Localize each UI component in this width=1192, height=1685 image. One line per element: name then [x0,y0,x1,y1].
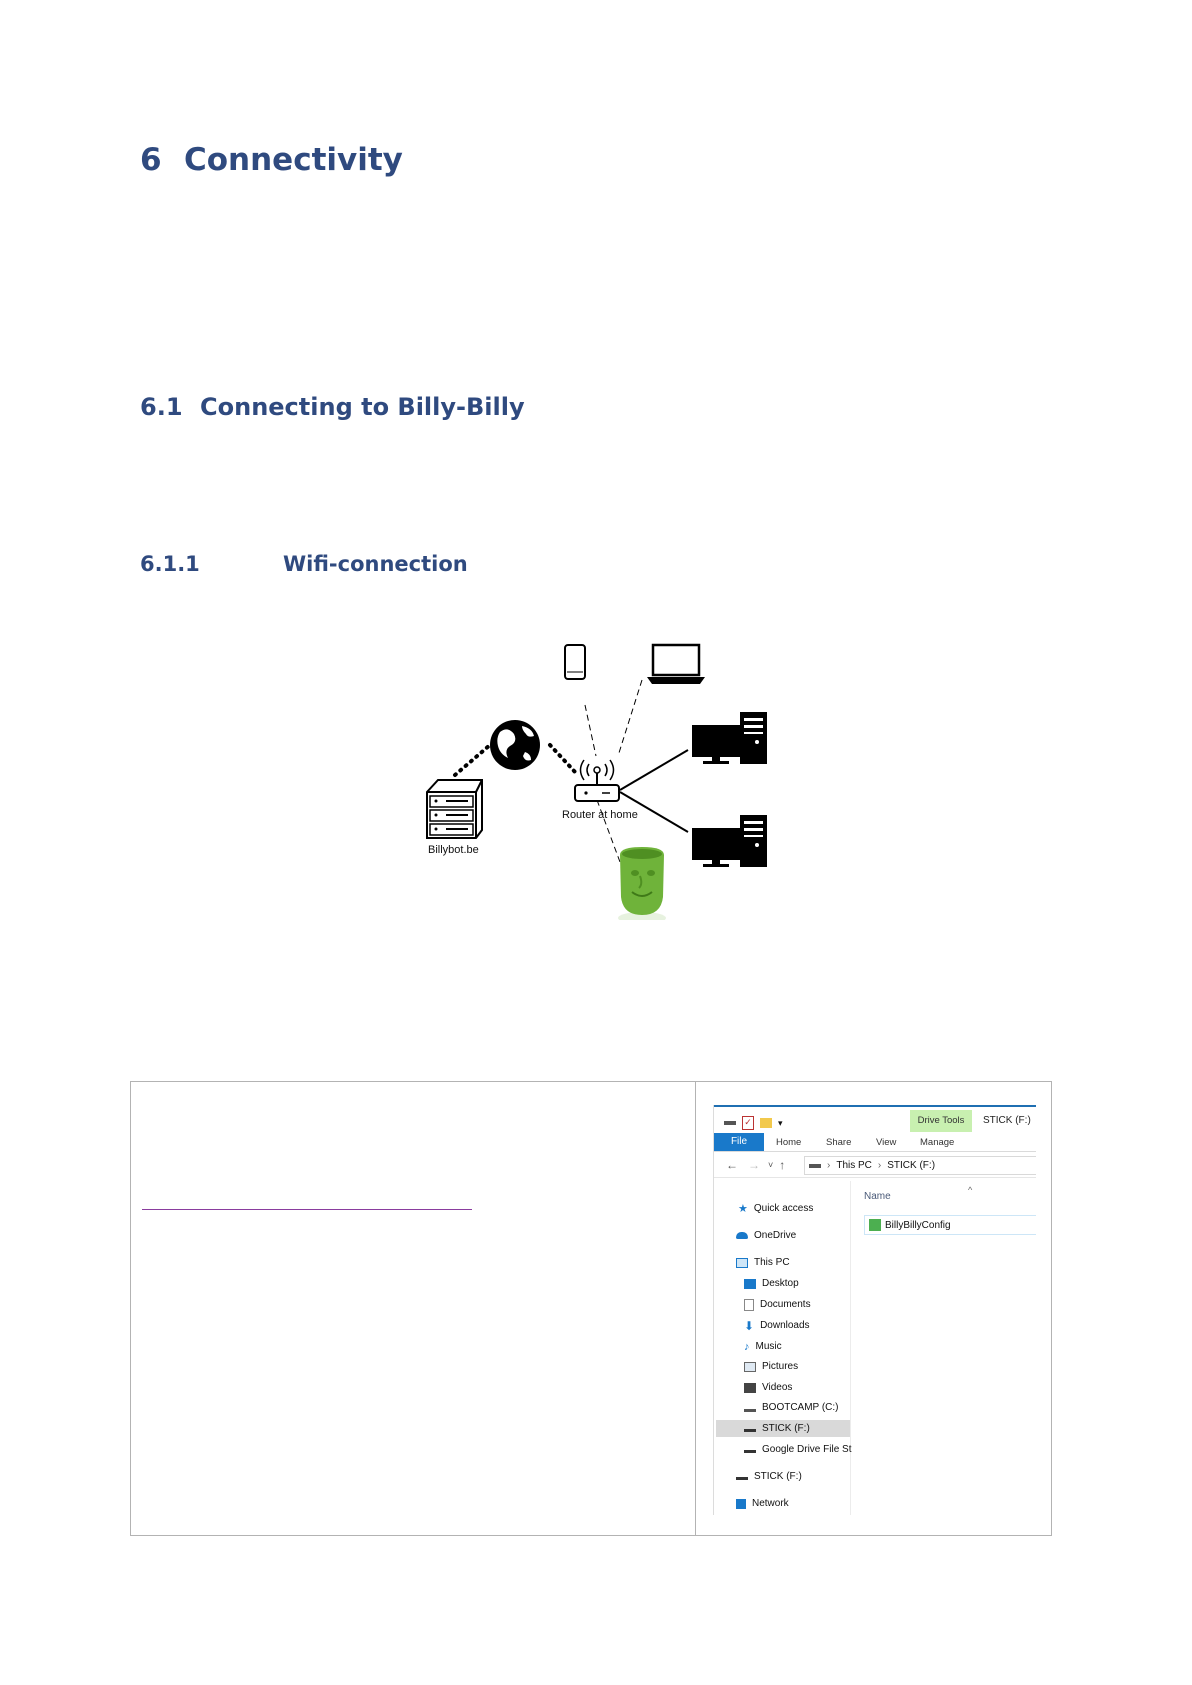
tab-manage[interactable]: Manage [920,1137,955,1148]
windows-drive-icon [744,1404,756,1412]
usb-drive-icon [736,1473,748,1480]
desktop-computer-icon [692,815,767,867]
computer-icon [736,1258,748,1268]
address-bar-row [714,1153,1036,1178]
nav-label: Downloads [760,1320,810,1331]
picture-icon [744,1362,756,1372]
star-icon: ★ [738,1203,748,1215]
document-icon [744,1299,754,1311]
billy-billy-robot-icon [618,847,666,920]
tab-share[interactable]: Share [826,1137,852,1148]
globe-router-link [550,745,575,772]
laptop-icon [647,645,705,684]
download-arrow-icon: ⬇ [744,1318,755,1333]
nav-label: Quick access [753,1203,814,1214]
heading-number: 6.1.1 [140,552,200,576]
heading-number: 6.1 [140,393,183,421]
tab-file[interactable]: File [714,1133,764,1151]
cloud-icon [736,1232,748,1239]
column-header-name[interactable]: Name [864,1191,891,1202]
nav-label: Desktop [762,1278,799,1289]
chevron-right-icon: › [827,1160,831,1171]
heading-title: Wifi-connection [283,552,468,576]
heading-6 [140,142,403,178]
nav-label: BOOTCAMP (C:) [762,1402,839,1413]
nav-label: Videos [762,1382,793,1393]
nav-downloads[interactable] [744,1317,810,1334]
desktop-icon [744,1279,756,1289]
file-explorer-screenshot [713,1105,1036,1515]
nav-label: Documents [760,1299,811,1310]
nav-stick-selected[interactable] [716,1420,850,1437]
recent-dropdown-icon[interactable]: ˅ [768,1160,774,1170]
application-icon [869,1219,881,1231]
chevron-right-icon: › [877,1160,882,1171]
nav-label: STICK (F:) [754,1471,802,1482]
hyperlink-underline[interactable] [142,1209,472,1210]
heading-title: Connecting to Billy-Billy [200,393,525,421]
film-icon [744,1383,756,1393]
nav-music[interactable] [744,1338,782,1355]
drive-icon [724,1121,736,1125]
desktop-computer-icon [692,712,767,764]
desktop1-link [620,750,688,790]
up-arrow-icon[interactable]: ↑ [779,1158,786,1172]
heading-6-1-1 [140,552,468,576]
network-icon [736,1499,746,1509]
ribbon-tabs [714,1133,1036,1152]
sort-caret-icon[interactable]: ^ [968,1185,973,1195]
quick-access-toolbar [724,1115,783,1131]
music-note-icon: ♪ [744,1340,750,1353]
nav-documents[interactable] [744,1296,811,1313]
navigation-pane [714,1181,851,1515]
phone-link [585,705,596,756]
globe-icon [490,720,540,770]
nav-this-pc[interactable] [736,1254,790,1271]
nav-network[interactable] [736,1495,789,1512]
window-title: STICK (F:) [983,1115,1031,1126]
forward-arrow-icon[interactable]: → [748,1158,760,1172]
network-diagram-svg [410,630,780,920]
nav-stick[interactable] [736,1468,802,1485]
heading-number: 6 [140,142,162,178]
router-label: Router at home [562,809,638,821]
nav-label: Music [755,1341,782,1352]
tab-home[interactable]: Home [776,1137,802,1148]
table-column-divider [695,1082,696,1535]
back-arrow-icon[interactable]: ← [726,1158,738,1172]
instruction-table [130,1081,1052,1536]
nav-label: This PC [754,1257,790,1268]
nav-onedrive[interactable] [736,1227,796,1244]
laptop-link [618,680,642,756]
drive-icon [744,1446,756,1453]
breadcrumb-stick[interactable]: STICK (F:) [887,1160,936,1171]
window-border [714,1105,1036,1107]
nav-label: Pictures [762,1361,799,1372]
nav-pictures[interactable] [744,1358,798,1375]
server-label: Billybot.be [428,844,479,856]
nav-videos[interactable] [744,1379,792,1396]
tab-view[interactable]: View [876,1137,897,1148]
heading-title: Connectivity [184,142,403,178]
nav-label: Network [752,1498,789,1509]
router-icon [575,760,619,801]
new-folder-icon[interactable] [760,1118,772,1128]
nav-google-drive[interactable] [744,1441,851,1458]
phone-icon [565,645,585,679]
nav-bootcamp[interactable] [744,1399,838,1416]
file-row[interactable] [864,1215,1036,1235]
nav-label: STICK (F:) [762,1423,810,1434]
file-name: BillyBillyConfig [885,1219,951,1231]
drive-icon [809,1164,821,1168]
usb-drive-icon [744,1425,756,1432]
network-diagram [410,630,780,920]
nav-label: OneDrive [754,1230,797,1241]
address-input[interactable] [804,1156,1036,1175]
customize-arrow-icon[interactable]: ▾ [778,1117,783,1128]
breadcrumb-this-pc[interactable]: This PC [836,1160,872,1171]
server-icon [427,780,482,838]
server-globe-link [455,745,490,775]
nav-quick-access[interactable] [738,1200,813,1217]
properties-icon[interactable]: ✓ [742,1116,754,1130]
heading-6-1 [140,393,525,421]
drive-tools-tab-group: Drive Tools [910,1110,972,1132]
nav-label: Google Drive File St [762,1444,852,1455]
nav-desktop[interactable] [744,1275,799,1292]
